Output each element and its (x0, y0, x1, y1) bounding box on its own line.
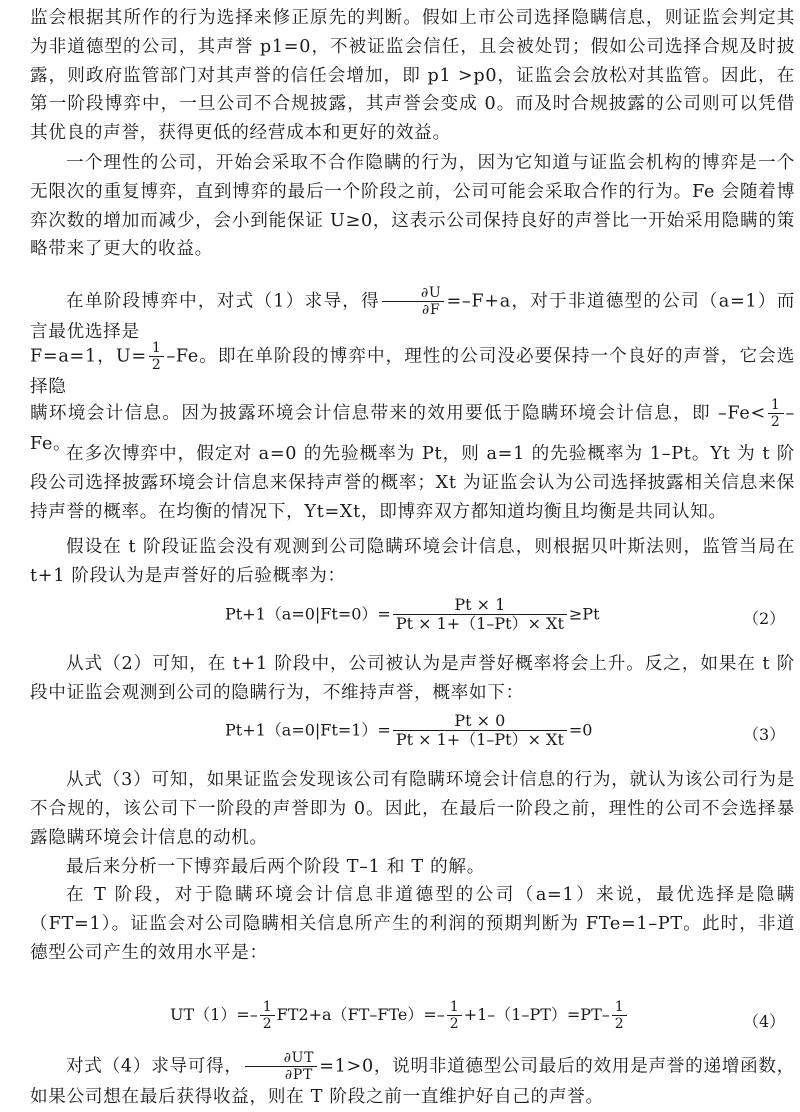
equation-2 (0, 596, 800, 642)
fraction-denominator: ∂PT (245, 1066, 317, 1083)
paragraph-rational-company: 一个理性的公司，开始会采取不合作隐瞒的行为，因为它知道与证监会机构的博弈是一个无限次的重复博弈，直到博弈的最后一个阶段之前，公司可能会采取合作的行为。Fe 会随着博弈次数的增加而减少，会小到能保证 U≥0，这表示公司保持良好的声誉比一开始采用隐瞒的策略带来了更大的收益。 (30, 153, 795, 260)
text-segment: =1>0，说明非道德型公司最后的效用是声誉的递增函数，如果公司想在最后获得收益，则在 T 阶段之前一直维护好自己的声誉。 (30, 1056, 795, 1108)
equation-4 (0, 999, 800, 1045)
fraction-denominator: 2 (260, 1015, 275, 1032)
fraction-numerator: ∂UT (283, 1050, 315, 1066)
fraction-numerator: 1 (449, 999, 459, 1015)
fraction-numerator: 1 (262, 999, 272, 1015)
paragraph-reputation-judgment: 监会根据其所作的行为选择来修正原先的判断。假如上市公司选择隐瞒信息，则证监会判定其为非道德型的公司，其声誉 p1=0，不被证监会信任，且会被处罚；假如公司选择合规及时披露，则政府监管部门对其声誉的信任会增加，即 p1 >p0，证监会会放松对其监管。因此，在第一阶段博弈中，一旦公司不合规披露，其声誉会变成 0。而及时合规披露的公司则可以凭借其优良的声誉，获得更低的经营成本和更好的效益。 (30, 8, 795, 144)
paragraph-last-two-stages: 最后来分析一下博弈最后两个阶段 T–1 和 T 的解。 (66, 857, 486, 877)
fraction-denominator: 2 (768, 413, 784, 430)
fraction-numerator: 1 (770, 397, 781, 413)
text-segment: F=a=1，U= (30, 346, 147, 367)
fraction-denominator: ∂F (382, 301, 444, 318)
fraction-denominator: 2 (149, 356, 165, 373)
fraction-denominator: 2 (612, 1015, 627, 1032)
fraction-one-half (612, 999, 627, 1032)
fraction-dUT-dPT (245, 1050, 317, 1083)
fraction-numerator: Pt × 1 (454, 595, 506, 614)
equation-rhs: =0 (568, 720, 593, 740)
equation-lhs: Pt+1（a=0|Ft=1）= (225, 720, 391, 740)
text-segment: 对式（4）求导可得， (66, 1056, 243, 1077)
equation-lhs: UT（1）=– (170, 1005, 258, 1025)
fraction-denominator: Pt × 1+（1–Pt）× Xt (393, 730, 567, 749)
equation-term: FT2+a（FT–FTe）=– (276, 1005, 445, 1025)
fraction-numerator: Pt × 0 (454, 711, 506, 730)
equation-body (225, 596, 600, 634)
text-segment: 在单阶段博弈中，对式（1）求导，得 (66, 291, 380, 312)
paragraph-multi-stage-game: 在多次博弈中，假定对 a=0 的先验概率为 Pt，则 a=1 的先验概率为 1–Pt。Yt 为 t 阶段公司选择披露环境会计信息来保持声誉的概率；Xt 为证监会认为公司选择披露相关信息来保持声誉的概率。在均衡的情况下，Yt=Xt，即博弈双方都知道均衡且均衡是共同认知。 (30, 444, 795, 522)
fraction-one-half (768, 397, 784, 430)
equation-fraction (393, 596, 567, 634)
fraction-one-half (447, 999, 462, 1032)
equation-number: （4） (743, 1012, 786, 1031)
equation-body (225, 712, 592, 750)
text-segment: –Fe。 (30, 403, 795, 455)
fraction-one-half (149, 340, 165, 373)
text-segment: 瞒环境会计信息。因为披露环境会计信息带来的效用要低于隐瞒环境会计信息，即 –Fe< (30, 403, 766, 424)
text-segment: –Fe。即在单阶段的博弈中，理性的公司没必要保持一个良好的声誉，它会选择隐 (30, 346, 795, 398)
paragraph-stage-T: 在 T 阶段，对于隐瞒环境会计信息非道德型的公司（a=1）来说，最优选择是隐瞒（FT=1）。证监会对公司隐瞒相关信息所产生的利润的预期判断为 FTe=1–PT。此时，非道德型公司产生的效用水平是： (30, 885, 795, 963)
paragraph-bayes-rule: 假设在 t 阶段证监会没有观测到公司隐瞒环境会计信息，则根据贝叶斯法则，监管当局在 t+1 阶段认为是声誉好的后验概率为： (30, 537, 795, 586)
equation-fraction (393, 712, 567, 750)
equation-number: （3） (743, 725, 786, 744)
fraction-denominator: Pt × 1+（1–Pt）× Xt (393, 614, 567, 633)
equation-body (170, 999, 629, 1032)
equation-lhs: Pt+1（a=0|Ft=0）= (225, 604, 391, 624)
paragraph-derivative-conclusion (30, 1050, 795, 1112)
fraction-numerator: 1 (151, 340, 162, 356)
equation-rhs: ≥Pt (568, 604, 600, 624)
fraction-dU-dF (382, 285, 444, 318)
fraction-denominator: 2 (447, 1015, 462, 1032)
fraction-numerator: ∂U (420, 285, 442, 301)
equation-term: +1–（1–PT）=PT– (463, 1005, 610, 1025)
equation-number: （2） (743, 609, 786, 628)
fraction-one-half (260, 999, 275, 1032)
equation-3 (0, 712, 800, 758)
text-segment: =–F+a，对于非道德型的公司（a=1）而言最优选择是 (30, 291, 795, 343)
paragraph-posterior-rise: 从式（2）可知，在 t+1 阶段中，公司被认为是声誉好概率将会上升。反之，如果在 t 阶段中证监会观测到公司的隐瞒行为，不维持声誉，概率如下： (30, 654, 795, 703)
paragraph-reputation-zero: 从式（3）可知，如果证监会发现该公司有隐瞒环境会计信息的行为，就认为该公司行为是不合规的，该公司下一阶段的声誉即为 0。因此，在最后一阶段之前，理性的公司不会选择暴露隐瞒环境会计信息的动机。 (30, 770, 795, 848)
paragraph-single-stage-result (30, 340, 795, 402)
fraction-numerator: 1 (614, 999, 624, 1015)
paragraph-single-stage-derivative (30, 285, 795, 347)
